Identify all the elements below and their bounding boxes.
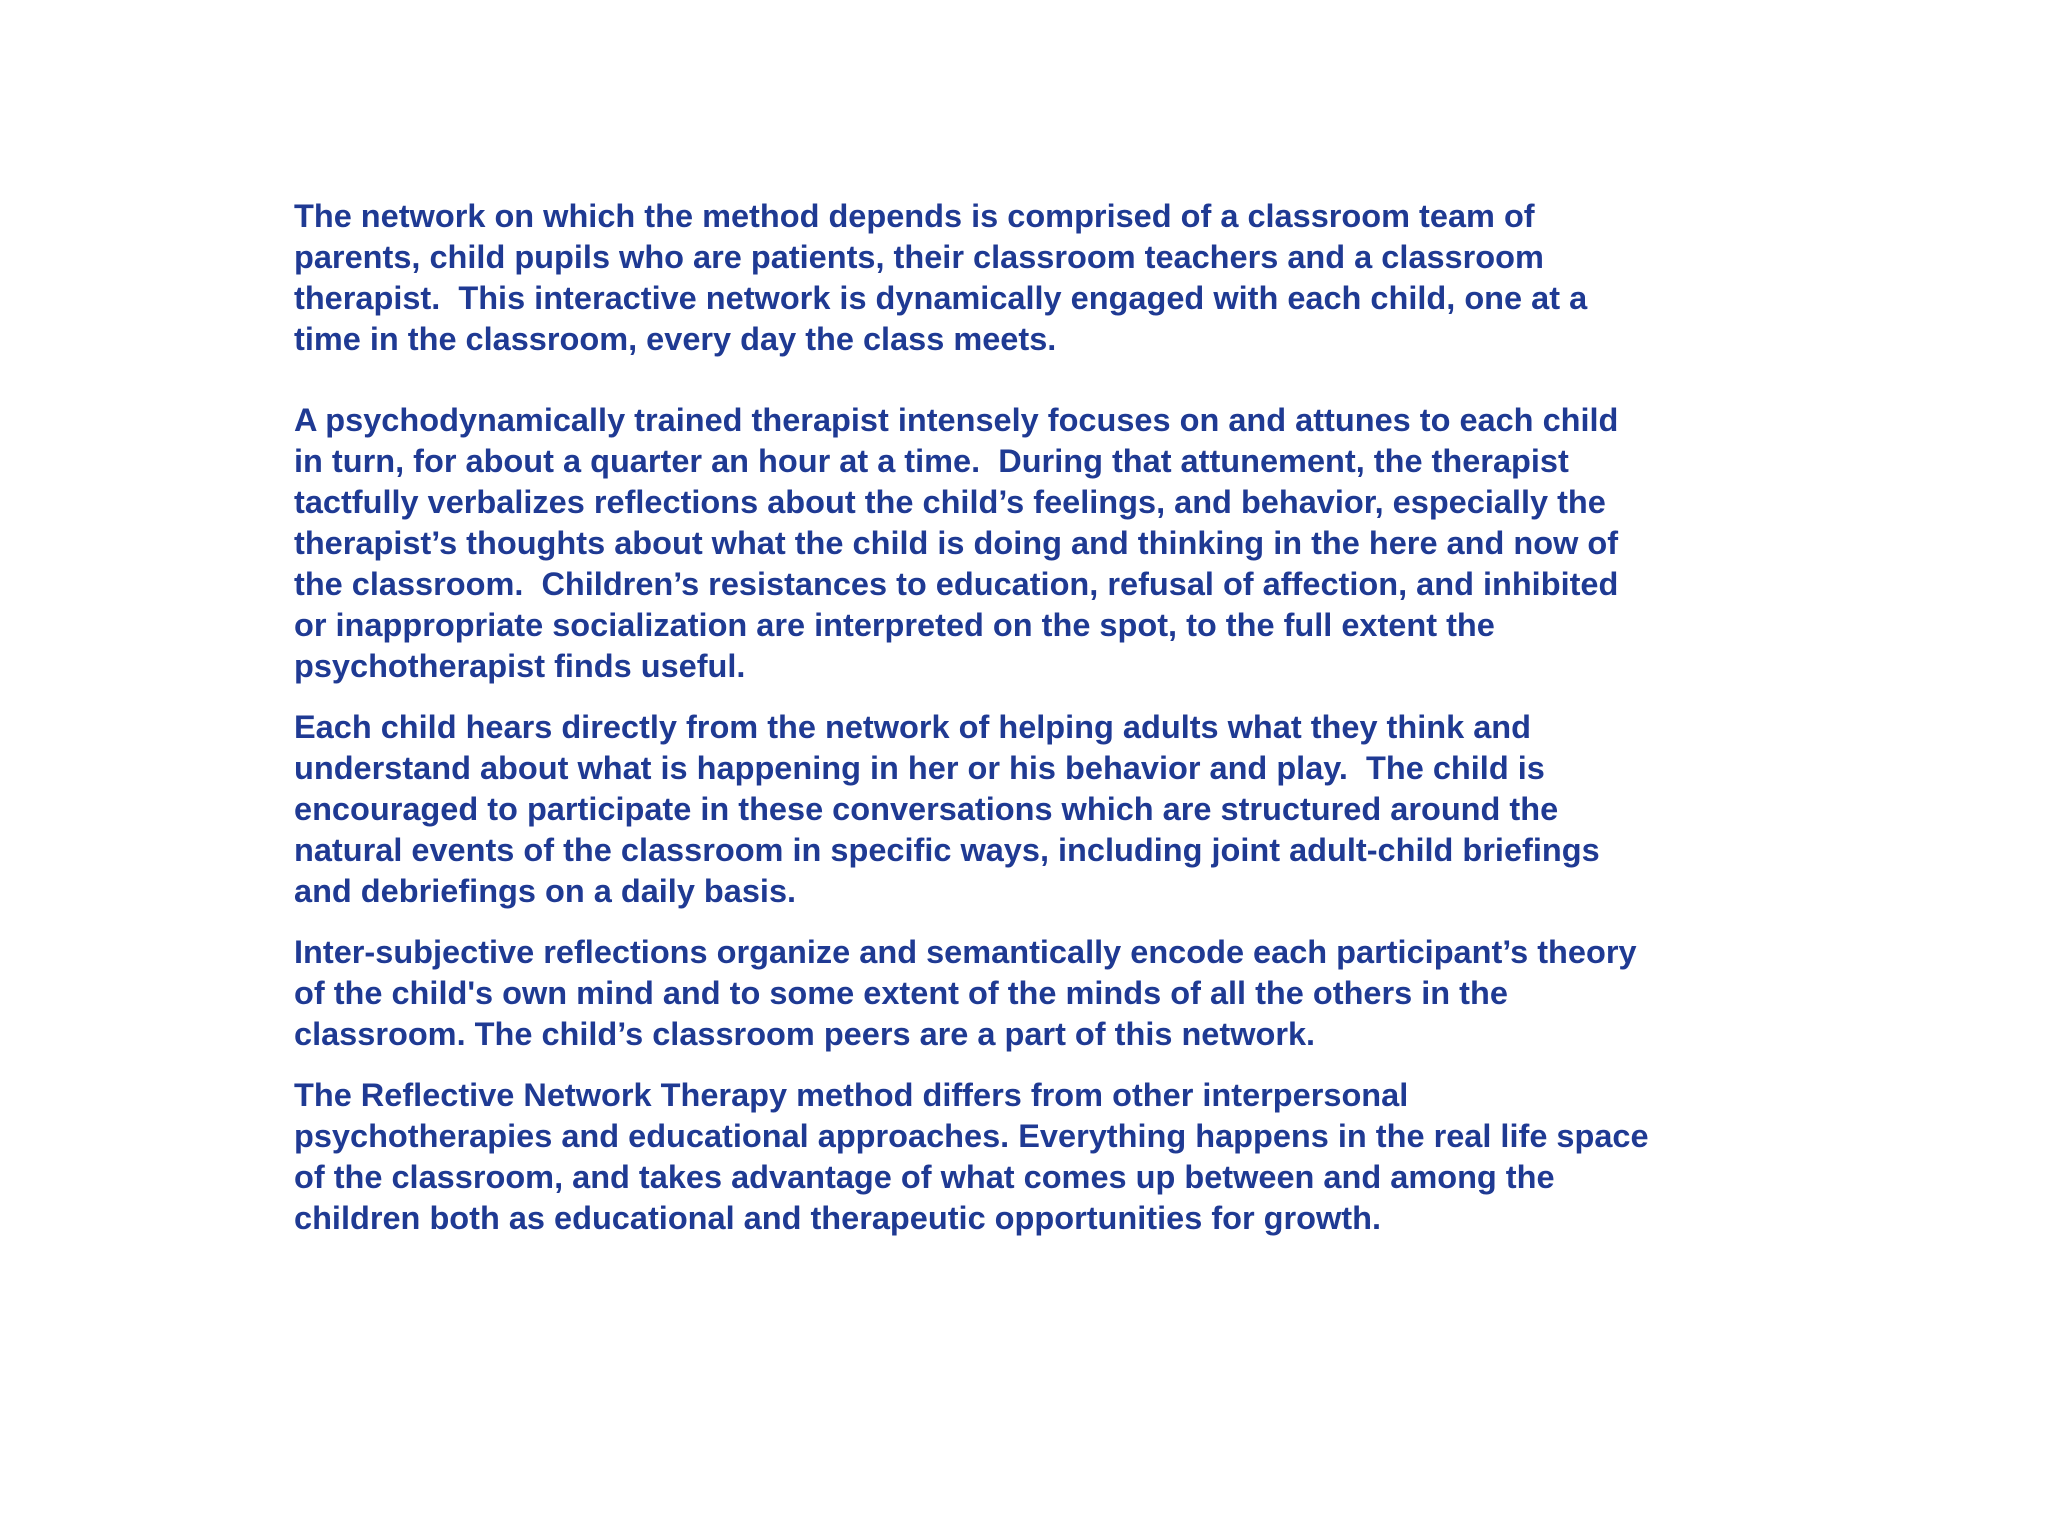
paragraph-network: The network on which the method depends is comprised of a classroom team of parents, child pupils who are patients, their classroom teachers and a classroom therapist. This interactive network is dynamically engaged with each child, one at a time in the classroom, every day the class meets. [294, 198, 1588, 357]
paragraph-each-child: Each child hears directly from the network of helping adults what they think and understand about what is happening in her or his behavior and play. The child is encouraged to participate in these conversations which are structured around the natural events of the classroom in specific ways, including joint adult-child briefings and debriefings on a daily basis. [294, 709, 1600, 909]
paragraph-therapist: A psychodynamically trained therapist intensely focuses on and attunes to each child in turn, for about a quarter an hour at a time. During that attunement, the therapist tactfully verbalizes reflections about the child’s feelings, and behavior, especially the therapist’s thoughts about what the child is doing and thinking in the here and now of the classroom. Children’s resistances to education, refusal of affection, and inhibited or inappropriate socialization are interpreted on the spot, to the full extent the psychotherapist finds useful. [294, 402, 1619, 684]
paragraph-method: The Reflective Network Therapy method differs from other interpersonal psychotherapies and educational approaches. Everything happens in the real life space of the classroom, and takes advantage of what comes up between and among the children both as educational and therapeutic opportunities for growth. [294, 1077, 1649, 1236]
body-text [294, 196, 1754, 1239]
paragraph-inter-subjective: Inter-subjective reflections organize and semantically encode each participant’s theory of the child's own mind and to some extent of the minds of all the others in the classroom. The child’s classroom peers are a part of this network. [294, 934, 1637, 1052]
